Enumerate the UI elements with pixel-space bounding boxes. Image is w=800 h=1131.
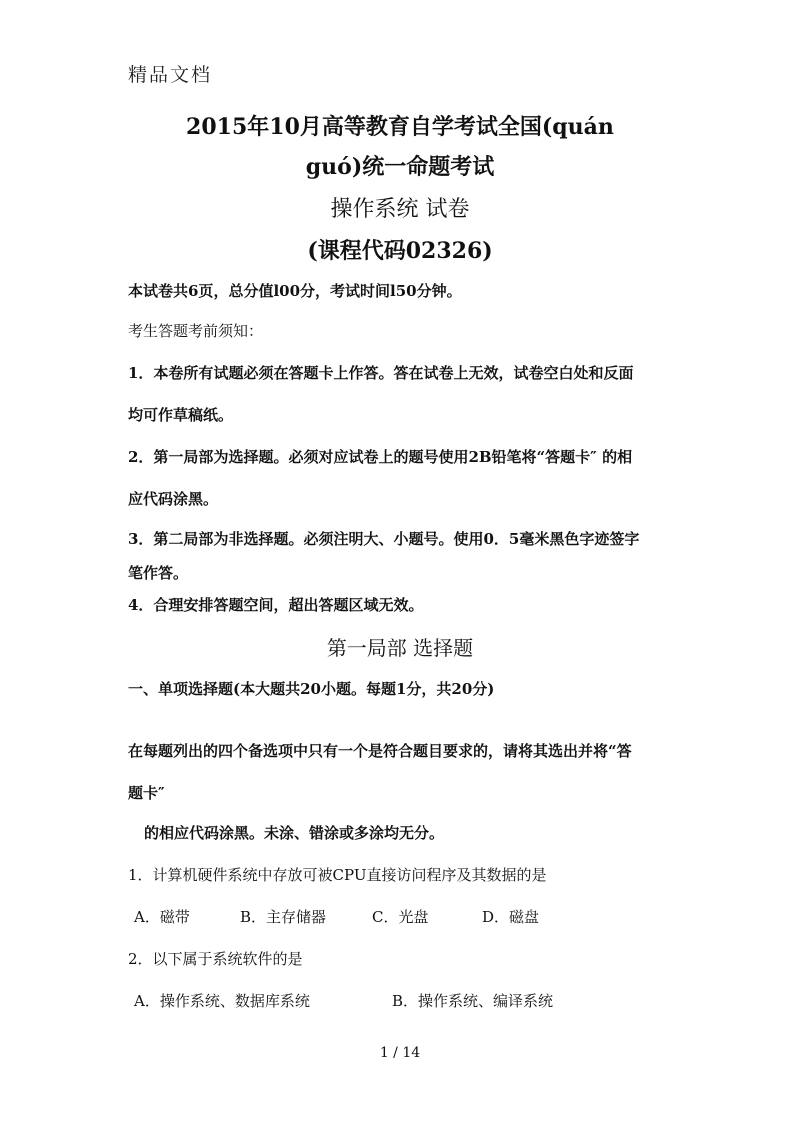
question-1-option-d: D．磁盘 — [482, 908, 540, 926]
section-1-title: 一、单项选择题(本大题共20小题。每题1分，共20分) — [128, 680, 495, 698]
instruction-line1: 在每题列出的四个备选项中只有一个是符合题目要求的，请将其选出并将“答 — [128, 742, 632, 760]
instruction-line3: 的相应代码涂黑。未涂、错涂或多涂均无分。 — [144, 824, 445, 842]
page-number: 1 / 14 — [379, 1045, 421, 1061]
page-header: 精品文档 — [128, 64, 213, 86]
notice-3b: 笔作答。 — [128, 564, 189, 582]
notice-2b: 应代码涂黑。 — [128, 490, 219, 508]
notice-1a: 1．本卷所有试题必须在答题卡上作答。答在试卷上无效，试卷空白处和反面 — [128, 364, 634, 382]
course-code: (课程代码02326) — [307, 238, 493, 264]
question-1-option-b: B．主存储器 — [240, 908, 327, 926]
question-2-option-a: A．操作系统、数据库系统 — [134, 992, 310, 1010]
notice-3a: 3．第二局部为非选择题。必须注明大、小题号。使用0．5毫米黑色字迹签字 — [128, 530, 640, 548]
exam-subject: 操作系统 试卷 — [330, 197, 470, 222]
intro-pages: 本试卷共6页，总分值l00分，考试时间l50分钟。 — [128, 282, 462, 300]
exam-title-line1: 2015年10月高等教育自学考试全国(quán — [186, 114, 614, 140]
question-1-stem: 1．计算机硬件系统中存放可被CPU直接访问程序及其数据的是 — [128, 866, 547, 884]
question-2-option-b: B．操作系统、编译系统 — [392, 992, 554, 1010]
notice-1b: 均可作草稿纸。 — [128, 406, 234, 424]
question-1-option-a: A．磁带 — [134, 908, 190, 926]
question-2-stem: 2．以下属于系统软件的是 — [128, 950, 303, 968]
exam-title-line2: guó)统一命题考试 — [305, 154, 495, 180]
instruction-line2: 题卡″ — [128, 784, 165, 802]
notice-heading: 考生答题考前须知： — [128, 322, 264, 340]
notice-2a: 2．第一局部为选择题。必须对应试卷上的题号使用2B铅笔将“答题卡″ 的相 — [128, 448, 633, 466]
question-1-option-c: C．光盘 — [372, 908, 429, 926]
notice-4: 4．合理安排答题空间，超出答题区域无效。 — [128, 596, 424, 614]
part1-heading: 第一局部 选择题 — [326, 636, 474, 660]
